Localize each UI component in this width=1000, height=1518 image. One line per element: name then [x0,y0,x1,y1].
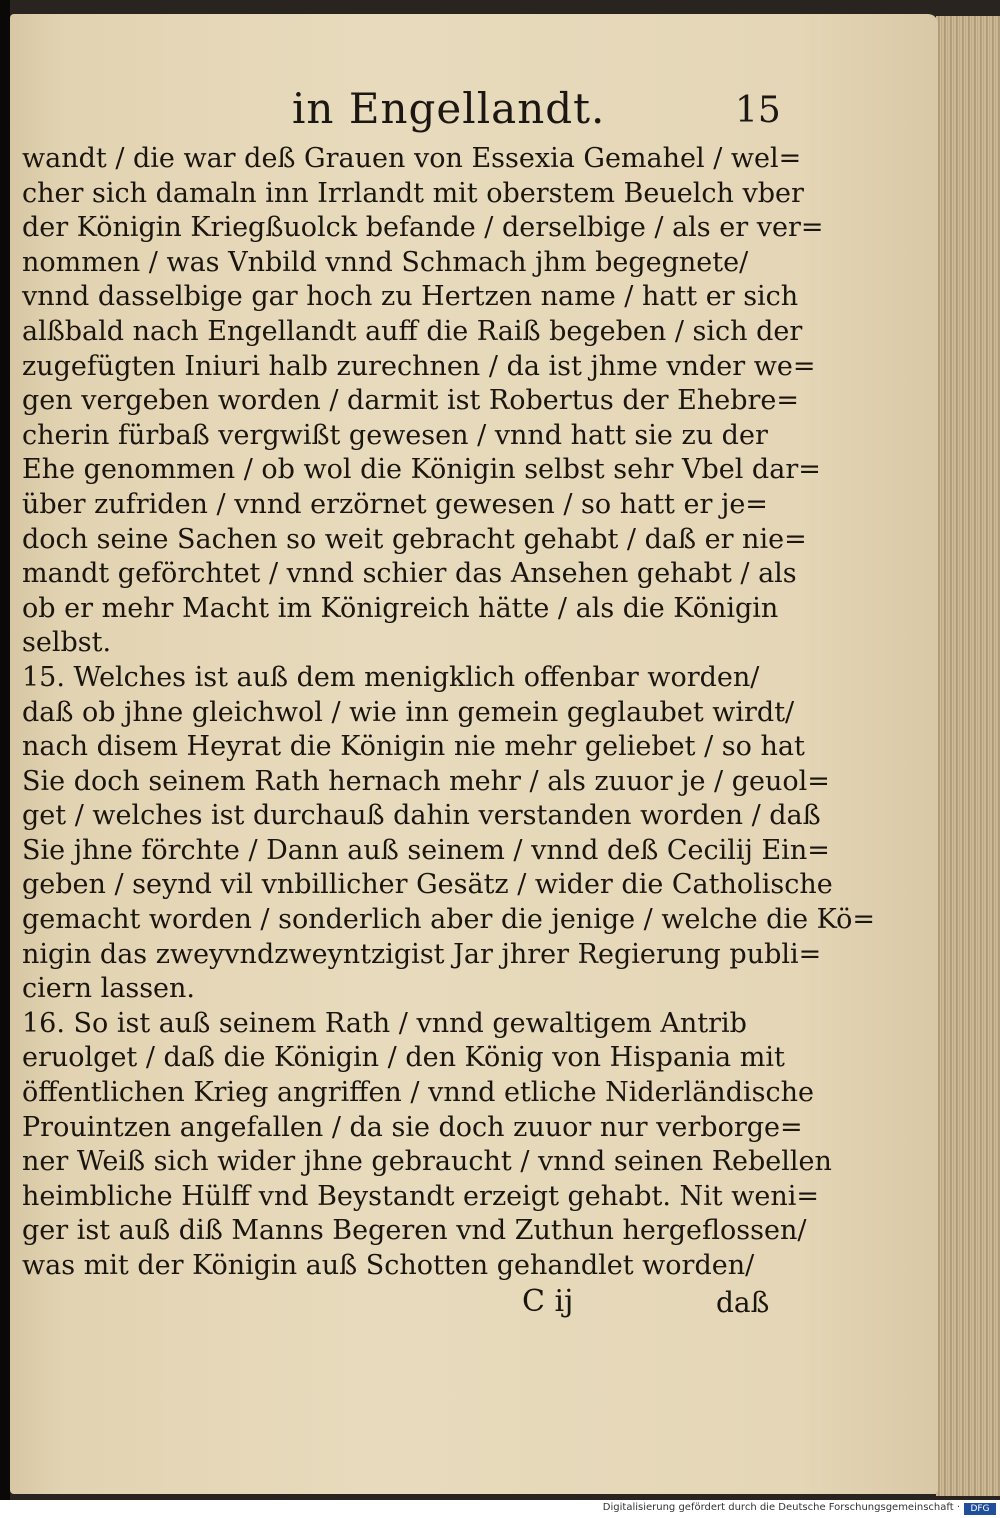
running-title: in Engellandt. [292,84,606,133]
text-line: öffentlichen Krieg angriffen / vnnd etliche Niderländische [22,1077,814,1109]
body-text [10,142,875,1284]
dfg-logo: DFG [964,1503,996,1515]
text-line: Prouintzen angefallen / da sie doch zuuor nur verborge= [22,1111,803,1143]
text-line: cher sich damaln inn Irrlandt mit oberstem Beuelch vber [22,177,804,209]
text-line: mandt geförchtet / vnnd schier das Ansehen gehabt / als [22,558,797,590]
running-head [10,84,938,134]
catchword: daß [716,1286,770,1319]
footer [0,1500,1000,1518]
text-line: ner Weiß sich wider jhne gebraucht / vnnd seinen Rebellen [22,1146,832,1178]
text-line: nach disem Heyrat die Königin nie mehr geliebet / so hat [22,731,805,763]
text-line: vnnd dasselbige gar hoch zu Hertzen name / hatt er sich [22,281,799,313]
text-line: Ehe genommen / ob wol die Königin selbst sehr Vbel dar= [22,454,821,486]
text-line: nigin das zweyvndzweyntzigist Jar jhrer Regierung publi= [22,938,822,970]
text-line: gen vergeben worden / darmit ist Robertus der Ehebre= [22,385,799,417]
text-line: eruolget / daß die Königin / den König von Hispania mit [22,1042,785,1074]
text-line: heimbliche Hülff vnd Beystandt erzeigt gehabt. Nit weni= [22,1180,819,1212]
paragraph-16-start: 16. So ist auß seinem Rath / vnnd gewaltigem Antrib [22,1007,747,1039]
page-edges [936,16,1000,1496]
text-line: Sie doch seinem Rath hernach mehr / als zuuor je / geuol= [22,765,830,797]
text-line: get / welches ist durchauß dahin verstanden worden / daß [22,800,821,832]
text-line: über zufriden / vnnd erzörnet gewesen / so hatt er je= [22,488,768,520]
text-line: ger ist auß diß Manns Begeren vnd Zuthun hergeflossen/ [22,1215,807,1247]
text-line: cherin fürbaß vergwißt gewesen / vnnd hatt sie zu der [22,419,768,451]
text-line: geben / seynd vil vnbillicher Gesätz / wider die Catholische [22,869,833,901]
text-line: Sie jhne förchte / Dann auß seinem / vnnd deß Cecilij Ein= [22,834,830,866]
paragraph-15-start: 15. Welches ist auß dem menigklich offenbar worden/ [22,661,760,693]
signature-line [10,1284,770,1324]
text-line: ciern lassen. [22,973,196,1005]
text-line: zugefügten Iniuri halb zurechnen / da ist jhme vnder we= [22,350,816,382]
text-line: was mit der Königin auß Schotten gehandlet worden/ [22,1250,755,1281]
binding-shadow [0,0,10,1500]
page-number: 15 [735,90,781,131]
text-line: daß ob jhne gleichwol / wie inn gemein geglaubet wirdt/ [22,696,795,728]
text-line: wandt / die war deß Grauen von Essexia Gemahel / wel= [22,143,802,174]
text-line: doch seine Sachen so weit gebracht gehabt / daß er nie= [22,523,807,555]
text-line: gemacht worden / sonderlich aber die jenige / welche die Kö= [22,904,875,936]
text-line: ob er mehr Macht im Königreich hätte / als die Königin [22,592,779,624]
gathering-signature: C ij [522,1284,574,1319]
text-line: der Königin Kriegßuolck befande / derselbige / als er ver= [22,212,824,244]
book-page [10,14,938,1494]
text-line: selbst. [22,627,112,659]
text-line: alßbald nach Engellandt auff die Raiß begeben / sich der [22,315,803,347]
funding-credit: Digitalisierung gefördert durch die Deutsche Forschungsgemeinschaft · [602,1502,960,1513]
text-line: nommen / was Vnbild vnnd Schmach jhm begegnete/ [22,246,749,278]
